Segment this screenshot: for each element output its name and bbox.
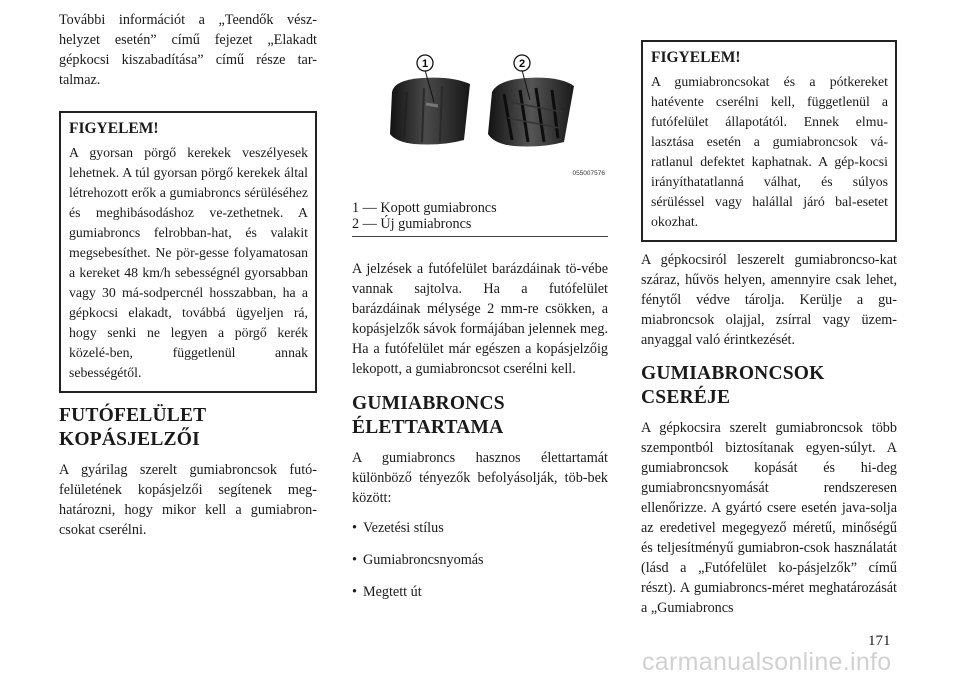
tire-illustration [352, 42, 608, 182]
caption-line-2: 2 — Új gumiabroncs [352, 216, 472, 232]
warning-box-replacement [641, 40, 897, 242]
figure-caption [352, 200, 608, 237]
callout-2-label: 2 [518, 58, 526, 70]
warning-title: FIGYELEM! [69, 120, 159, 137]
tire-life-factors-list [352, 518, 608, 602]
tire-figure [352, 42, 608, 182]
warning-text: A gyorsan pörgő kerekek veszélyesek lehetnek. A túl gyorsan pörgő kerekek által létrehozott erők a gumiabroncs sérüléséhez és meghibásodáshoz ve-zethetnek. A gumiabroncs felrobban-hat, és valakit megsebesíthet. Ne pör-gesse folyamatosan a kereket 48 km/h sebességnél gyorsabban vagy 30 má-sodpercnél hosszabban, ha a gépkocsi elakadt, továbbá ügyeljen rá, hogy senki ne legyen a pörgő kerék közelé-ben, függetlenül annak sebességétől. [69, 145, 308, 380]
watermark: carmanualsonline.info [642, 648, 892, 676]
page-number: 171 [868, 633, 891, 649]
tread-wear-paragraph: A gyárilag szerelt gumiabroncsok futó-felületének kopásjelzői segítenek meg-határozni, hogy mikor kell a gumiabron-csokat cserélni. [59, 462, 317, 538]
storage-paragraph: A gépkocsiról leszerelt gumiabroncso-kat száraz, hűvös helyen, amennyire csak lehet, fénytől védve tárolja. Kerülje a gu-miabroncsok olajjal, zsírral vagy üzem-anyaggal való érintkezését. [641, 252, 897, 348]
column-right [641, 40, 897, 618]
callout-1-label: 1 [421, 58, 429, 70]
section-heading-tire-replacement: GUMIABRONCSOK CSERÉJE [641, 363, 825, 408]
tire-life-paragraph: A gumiabroncs hasznos élettartamát különböző tényezők befolyásolják, töb-bek között: [352, 450, 608, 506]
intro-paragraph: További információt a „Teendők vész-helyzet esetén” című fejezet „Elakadt gépkocsi kiszabadítása” című része tar-talmaz. [59, 12, 317, 88]
warning-title: FIGYELEM! [651, 49, 741, 66]
section-heading-tread-wear: FUTÓFELÜLET KOPÁSJELZŐI [59, 405, 207, 450]
caption-line-1: 1 — Kopott gumiabroncs [352, 200, 497, 216]
column-middle [352, 42, 608, 614]
new-tire-icon [488, 78, 574, 147]
warning-box-speed [59, 111, 317, 393]
tread-indicator-paragraph: A jelzések a futófelület barázdáinak tö-vébe vannak sajtolva. Ha a futófelület barázdáinak mélysége 2 mm-re csökken, a kopásjelzők sávok formájában jelennek meg. Ha a futófelület már egészen a kopásjelzőig lekopott, a gumiabroncsot cserélni kell. [352, 261, 608, 377]
warning-text: A gumiabroncsokat és a pótkereket hatévente cserélni kell, függetlenül a futófelület állapotától. Ennek elmu-lasztása esetén a gumiabroncsok vá-ratlanul defektet kaphatnak. A gép-kocsi irányíthatatlanná válhat, és súlyos sérüléssel vagy halállal járó bal-esetet okozhat. [651, 74, 888, 229]
list-item: • Vezetési stílus [352, 518, 608, 538]
figure-code: 055007576 [572, 170, 605, 177]
replacement-paragraph: A gépkocsira szerelt gumiabroncsok több szempontból biztosítanak egyen-súlyt. A gumiabroncsok kopását és hi-deg gumiabroncsnyomását rendszeresen ellenőrizze. A gyártó csere esetén java-solja az eredetivel megegyező méretű, minőségű és teljesítményű gumiabron-csok használatát (lásd a „Futófelület ko-pásjelzők” című részt). A gumiabroncs-méret meghatározását a „Gumiabroncs [641, 420, 897, 616]
column-left [59, 10, 317, 540]
section-heading-tire-life: GUMIABRONCS ÉLETTARTAMA [352, 393, 505, 438]
list-item: • Megtett út [352, 582, 608, 602]
list-item: • Gumiabroncsnyomás [352, 550, 608, 570]
